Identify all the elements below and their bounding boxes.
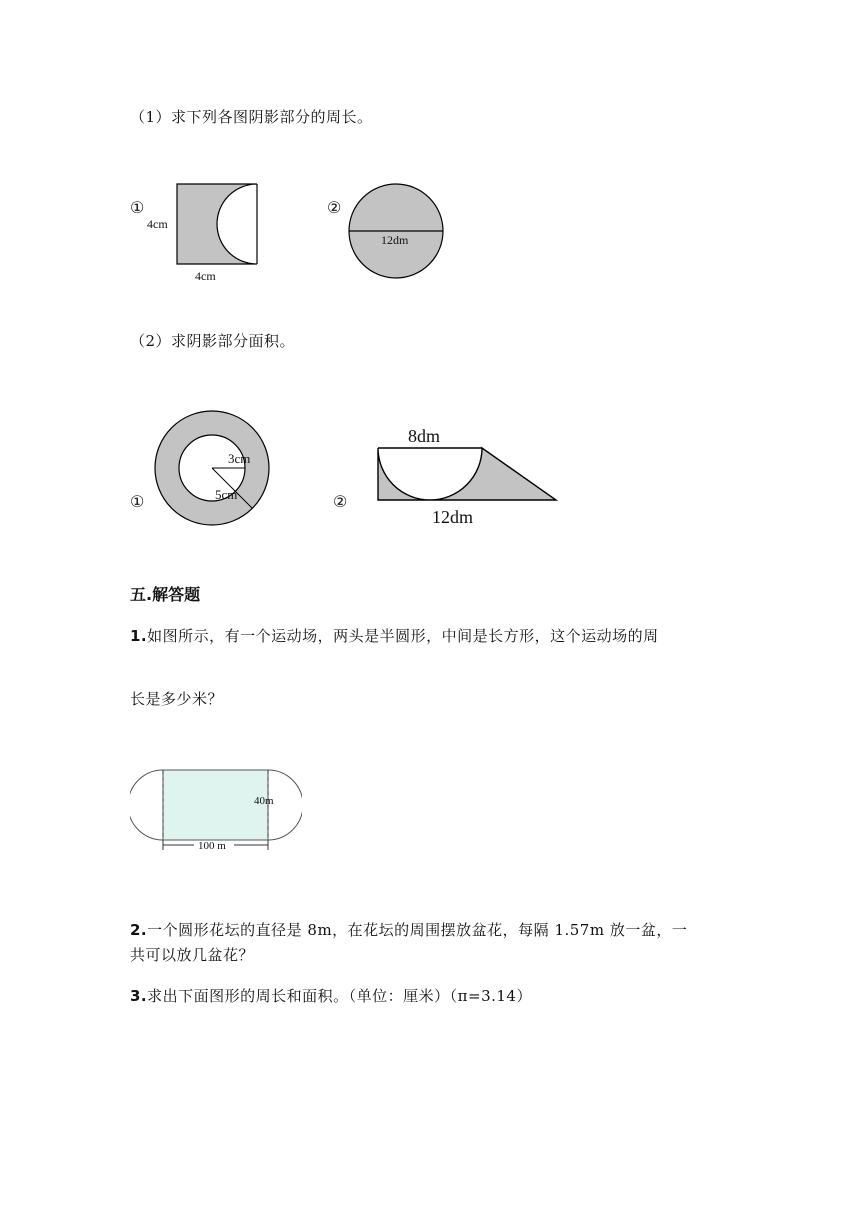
part1-heading: （1）求下列各图阴影部分的周长。 [130, 108, 373, 126]
track-width-label: 40m [254, 795, 274, 807]
question-1-number: 1. [130, 627, 148, 645]
top-length-label: 8dm [408, 426, 441, 446]
question-3-line1: 求出下面图形的周长和面积。（单位：厘米）（π=3.14） [147, 987, 532, 1005]
bottom-length-label: 12dm [432, 507, 474, 527]
shaded-region [177, 184, 257, 264]
part2-fig2-marker: ② [333, 492, 348, 511]
question-1-line2: 长是多少米？ [130, 690, 224, 708]
question-2-number: 2. [130, 921, 148, 939]
circle-diameter-figure [345, 180, 447, 282]
shaded-region [378, 448, 556, 500]
section-title: 五.解答题 [130, 585, 201, 604]
part2-fig1-marker: ① [130, 492, 145, 511]
part2-heading: （2）求阴影部分面积。 [130, 332, 296, 350]
inner-radius-label: 3cm [228, 451, 251, 466]
part1-fig1-marker: ① [130, 198, 145, 217]
track-length-label: 100 m [198, 840, 226, 852]
diameter-label: 12dm [381, 233, 409, 247]
outer-radius-label: 5cm [215, 487, 238, 502]
track-rectangle [163, 770, 268, 840]
question-3-number: 3. [130, 987, 148, 1005]
question-2 [130, 919, 687, 940]
question-2-line1: 一个圆形花坛的直径是 8m，在花坛的周围摆放盆花，每隔 1.57m 放一盆，一 [147, 921, 688, 939]
bottom-length-label: 4cm [195, 269, 216, 283]
part1-fig2-marker: ② [327, 198, 342, 217]
sports-track-figure [130, 760, 302, 856]
question-3 [130, 985, 532, 1006]
side-length-label: 4cm [147, 217, 168, 231]
square-semicircle-figure [145, 178, 270, 286]
trapezoid-semicircle-figure [352, 418, 562, 530]
question-1-line1: 如图所示，有一个运动场，两头是半圆形，中间是长方形，这个运动场的周 [147, 627, 659, 645]
question-2-line2: 共可以放几盆花？ [130, 946, 255, 964]
question-1 [130, 625, 659, 646]
annulus-figure [148, 404, 282, 530]
